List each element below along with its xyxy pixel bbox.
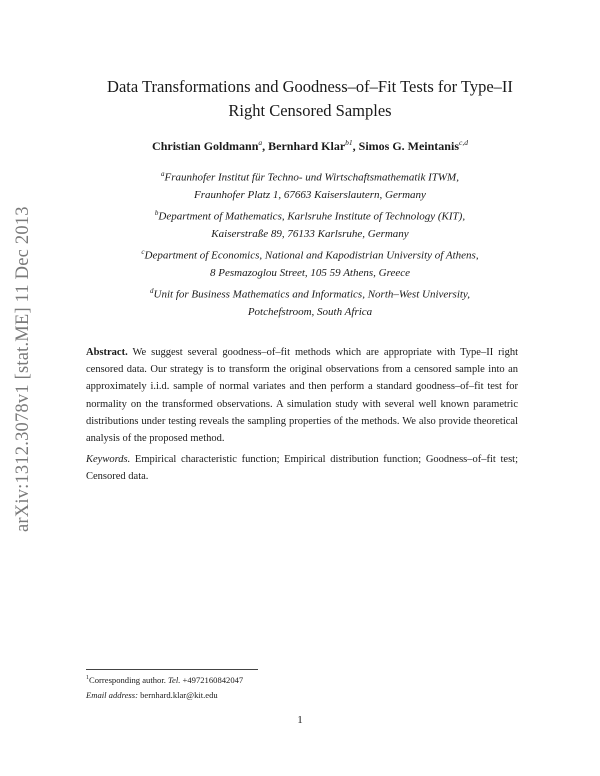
affiliation: [80, 166, 540, 205]
footnote-tel: +4972160842047: [182, 674, 244, 685]
author-list: [60, 134, 560, 155]
footnote-tel-label: Tel.: [168, 674, 181, 685]
affiliation: [80, 283, 540, 322]
affiliation-line-1: Department of Mathematics, Karlsruhe Institute of Technology (KIT),: [158, 210, 466, 223]
affiliation-mark: d: [150, 286, 154, 295]
affiliation-line-1: Unit for Business Mathematics and Informatics, North–West University,: [153, 288, 470, 301]
affiliation: [80, 244, 540, 283]
affiliation-line-2: Kaiserstraße 89, 76133 Karlsruhe, Germany: [211, 228, 409, 241]
keywords-label: Keywords.: [86, 454, 131, 465]
footnote-text: Corresponding author.: [89, 674, 166, 685]
keywords: [86, 451, 518, 485]
affiliation-line-1: Department of Economics, National and Kapodistrian University of Athens,: [144, 249, 479, 262]
author-name: Simos G. Meintanis: [358, 139, 459, 153]
title-line-2: Right Censored Samples: [228, 101, 392, 120]
title-line-1: Data Transformations and Goodness–of–Fit Tests for Type–II: [107, 77, 513, 96]
author-affil-mark: a: [258, 138, 263, 147]
author-name: Christian Goldmann: [152, 139, 259, 153]
affiliation-line-2: 8 Pesmazoglou Street, 105 59 Athens, Greece: [210, 266, 410, 279]
footnote: [86, 671, 518, 703]
author-affil-mark: b1: [345, 138, 353, 147]
affiliation-list: [80, 166, 540, 321]
footnote-email-label: Email address:: [86, 689, 138, 700]
author-separator: ,: [262, 139, 269, 153]
author-name: Bernhard Klar: [268, 139, 346, 153]
footnote-email-line: [86, 688, 518, 703]
affiliation-line-2: Potchefstroom, South Africa: [247, 305, 373, 318]
footnote-corresponding: [86, 671, 518, 688]
footnote-email: bernhard.klar@kit.edu: [140, 689, 218, 700]
affiliation-mark: a: [161, 170, 165, 178]
abstract: [86, 344, 518, 447]
affiliation-mark: c: [141, 247, 145, 256]
footnote-rule: [86, 669, 258, 670]
page-number: 1: [297, 714, 303, 726]
keywords-text: Empirical characteristic function; Empirical distribution function; Goodness–of–fit test; Censored data.: [86, 454, 518, 483]
affiliation-line-2: Fraunhofer Platz 1, 67663 Kaiserslautern, Germany: [194, 189, 426, 202]
author-separator: ,: [352, 139, 359, 153]
author-affil-mark: c,d: [458, 138, 468, 147]
affiliation-mark: b: [154, 208, 159, 217]
arxiv-identifier: arXiv:1312.3078v1 [stat.ME] 11 Dec 2013: [13, 206, 33, 532]
paper-title: [60, 75, 560, 123]
footnote-mark: 1: [86, 675, 89, 681]
affiliation: [80, 205, 540, 244]
abstract-text: We suggest several goodness–of–fit methods which are appropriate with Type–II right censored data. Our strategy is to transform the original observations from a censored sample into an approximately i.i.d. sample of normal variates and then perform a standard goodness–of–fit test for normality on the transformed observations. A simulation study with several well known parametric distributions under testing reveals the sampling properties of the methods. We also provide theoretical analysis of the proposed method.: [86, 347, 518, 445]
affiliation-line-1: Fraunhofer Institut für Techno- und Wirtschaftsmathematik ITWM,: [164, 171, 459, 184]
abstract-label: Abstract.: [86, 347, 128, 358]
